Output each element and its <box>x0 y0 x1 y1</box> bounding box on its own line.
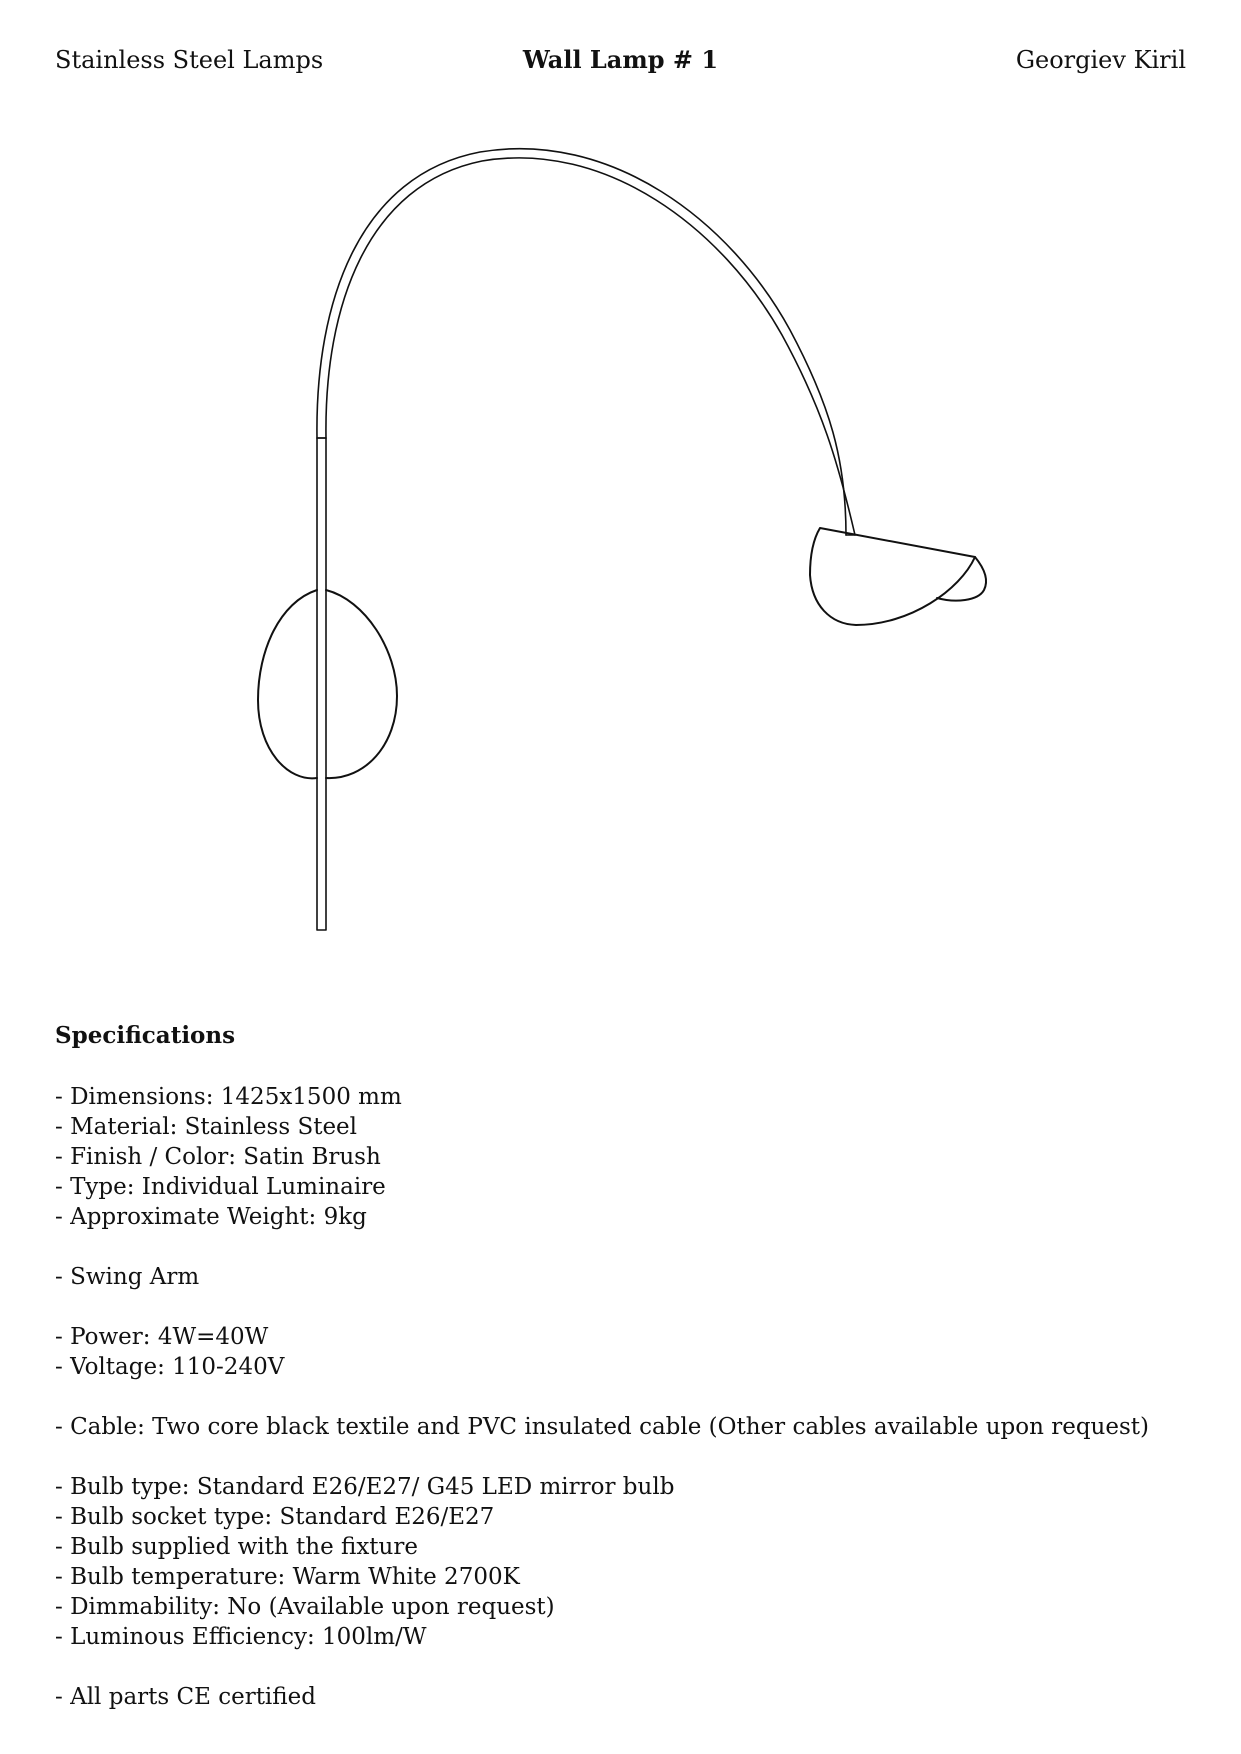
spec-dimmability: - Dimmability: No (Available upon request) <box>55 1594 555 1620</box>
spec-power: - Power: 4W=40W <box>55 1324 269 1350</box>
arc-arm <box>317 149 855 535</box>
spec-swing-arm: - Swing Arm <box>55 1264 200 1290</box>
spec-finish: - Finish / Color: Satin Brush <box>55 1144 381 1170</box>
wall-plate <box>258 590 397 778</box>
spec-group-certification <box>55 1682 1185 1712</box>
spec-type: - Type: Individual Luminaire <box>55 1174 386 1200</box>
spec-group-general <box>55 1082 1185 1232</box>
specifications-section <box>55 1016 1185 1742</box>
wall-rod <box>317 438 326 930</box>
lamp-shade <box>810 528 986 625</box>
spec-voltage: - Voltage: 110-240V <box>55 1354 285 1380</box>
spec-bulb-type: - Bulb type: Standard E26/E27/ G45 LED mirror bulb <box>55 1474 675 1500</box>
spec-bulb-temperature: - Bulb temperature: Warm White 2700K <box>55 1564 520 1590</box>
specifications-heading: Specifications <box>55 1022 236 1049</box>
spec-material: - Material: Stainless Steel <box>55 1114 358 1140</box>
spec-bulb-supplied: - Bulb supplied with the fixture <box>55 1534 418 1560</box>
spec-luminous-efficiency: - Luminous Efficiency: 100lm/W <box>55 1624 427 1650</box>
spec-group-arm <box>55 1262 1185 1292</box>
spec-group-cable <box>55 1412 1185 1442</box>
spec-cable: - Cable: Two core black textile and PVC insulated cable (Other cables available upon request) <box>55 1414 1149 1440</box>
spec-ce-certified: - All parts CE certified <box>55 1684 316 1710</box>
spec-weight: - Approximate Weight: 9kg <box>55 1204 367 1230</box>
spec-bulb-socket: - Bulb socket type: Standard E26/E27 <box>55 1504 495 1530</box>
page-title: Wall Lamp # 1 <box>522 45 719 74</box>
designer-name: Georgiev Kiril <box>1015 46 1186 74</box>
spec-group-bulb <box>55 1472 1185 1652</box>
spec-dimensions: - Dimensions: 1425x1500 mm <box>55 1084 402 1110</box>
collection-name: Stainless Steel Lamps <box>55 46 324 74</box>
spec-group-electrical <box>55 1322 1185 1382</box>
